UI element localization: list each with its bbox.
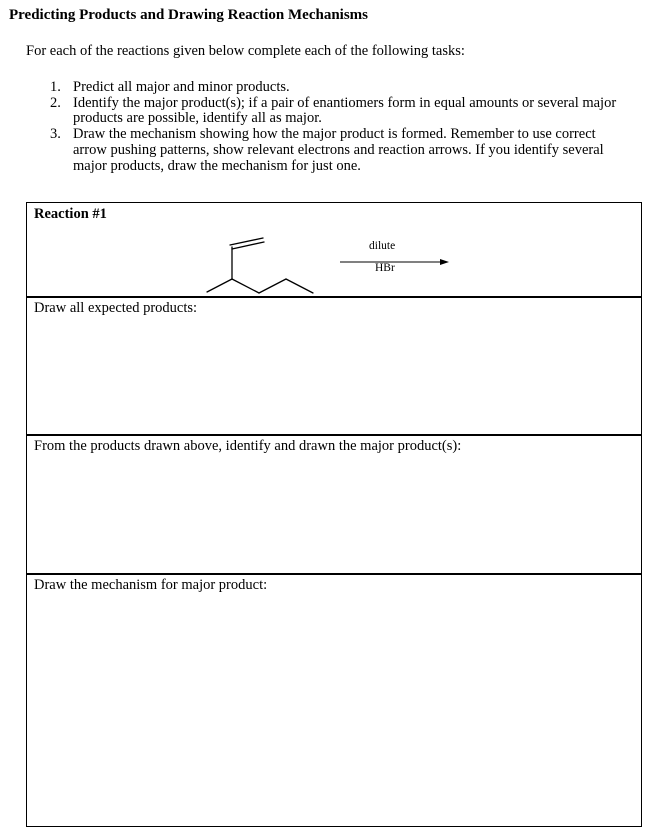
document-title: Predicting Products and Drawing Reaction Mechanisms [9,7,369,23]
major-product-box[interactable] [26,434,642,575]
single-bond-line [207,279,232,292]
major-product-prompt: From the products drawn above, identify and drawn the major product(s): [34,438,462,454]
mechanism-prompt: Draw the mechanism for major product: [34,577,268,593]
expected-products-prompt: Draw all expected products: [34,300,198,316]
task-item [50,80,632,96]
alkene-structure-drawing [203,231,343,297]
reagent-label: HBr [375,262,395,274]
reaction-arrow [340,257,450,267]
reaction-box [26,202,642,298]
single-bond-line [286,279,313,293]
task-number: 2. [50,94,61,111]
task-item [50,127,632,174]
task-number: 1. [50,79,61,95]
task-text: Predict all major and minor products. [73,79,290,95]
task-number: 3. [50,126,61,143]
single-bond-line [232,279,259,293]
reagent-condition-label: dilute [369,240,396,252]
task-item [50,96,632,127]
task-text: Identify the major product(s); if a pair of enantiomers form in equal amounts or several major products are possible, identify all as major. [73,94,617,127]
reaction-label: Reaction #1 [34,206,107,222]
mechanism-box[interactable] [26,573,642,827]
task-list [50,80,632,174]
task-text: Draw the mechanism showing how the major product is formed. Remember to use correct arrow pushing patterns, show relevant electrons and reaction arrows. If you identify several major products, draw the mechanism for just one. [73,126,604,174]
instructions-intro: For each of the reactions given below complete each of the following tasks: [26,43,465,59]
single-bond-line [259,279,286,293]
expected-products-box[interactable] [26,296,642,436]
